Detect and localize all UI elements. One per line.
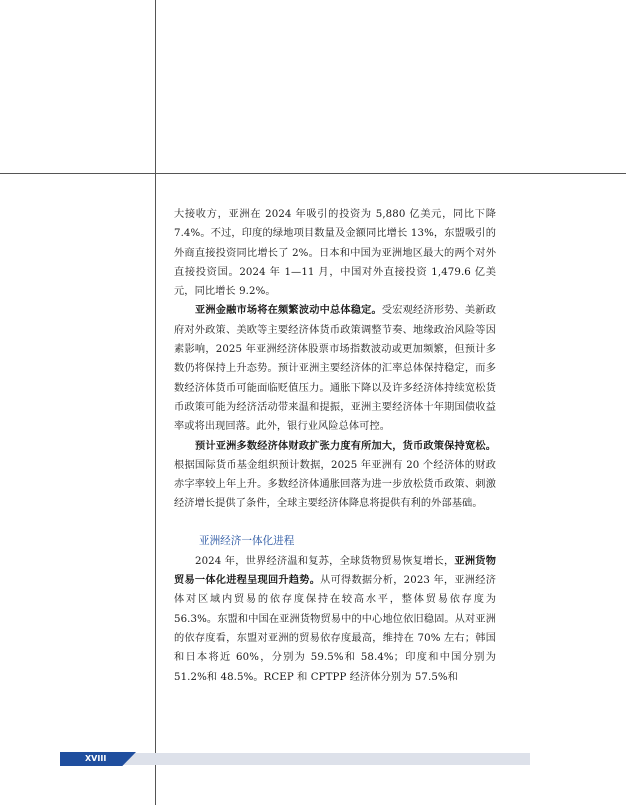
horizontal-rule	[0, 173, 626, 174]
vertical-rule	[155, 0, 156, 805]
paragraph-financial-markets-lead: 亚洲金融市场将在频繁波动中总体稳定。	[195, 304, 382, 317]
page-body	[174, 205, 496, 687]
paragraph-fiscal-policy-lead: 预计亚洲多数经济体财政扩张力度有所加大，货币政策保持宽松。	[195, 439, 496, 452]
paragraph-fiscal-policy	[174, 437, 496, 514]
paragraph-integration-lead: 亚洲货物贸易一体化进程呈现回升趋势。	[174, 554, 496, 587]
paragraph-integration-intro: 2024 年，世界经济温和复苏，全球货物贸易恢复增长，	[195, 555, 455, 567]
paragraph-investment-text: 大接收方，亚洲在 2024 年吸引的投资为 5,880 亿美元，同比下降 7.4%。不过，印度的绿地项目数量及金额同比增长 13%，东盟吸引的外商直接投资同比增长了 2%。日本和中国为亚洲地区最大的两个对外直接投资国。2024 年 1—11 月，中国对外直接投资 1,479.6 亿美元，同比增长 9.2%。	[174, 209, 496, 298]
section-heading: 亚洲经济一体化进程	[199, 534, 295, 547]
paragraph-integration-text: 从可得数据分析，2023 年，亚洲经济体对区域内贸易的依存度保持在较高水平，整体贸易依存度为 56.3%。东盟和中国在亚洲货物贸易中的中心地位依旧稳固。从对亚洲的依存度看，东盟对亚洲的贸易依存度最高，维持在 70% 左右；韩国和日本将近 60%，分别为 59.5%和 58.4%；印度和中国分别为 51.2%和 48.5%。RCEP 和 CPTPP 经济体分别为 57.5%和	[174, 575, 496, 683]
paragraph-integration	[174, 552, 496, 687]
paragraph-financial-markets	[174, 301, 496, 436]
page-number: XVIII	[85, 754, 107, 763]
paragraph-financial-markets-text: 受宏观经济形势、美新政府对外政策、美欧等主要经济体货币政策调整节奏、地缘政治风险等因素影响，2025 年亚洲经济体股票市场指数波动或更加频繁，但预计多数仍将保持上升态势。预计亚洲主要经济体的汇率总体保持稳定，而多数经济体货币可能面临贬值压力。通胀下降以及许多经济体持续宽松货币政策可能为经济活动带来温和提振，亚洲主要经济体十年期国债收益率或将出现回落。此外，银行业风险总体可控。	[174, 305, 496, 433]
paragraph-investment	[174, 205, 496, 301]
paragraph-fiscal-policy-text: 根据国际货币基金组织预计数据，2025 年亚洲有 20 个经济体的财政赤字率较上年上升。多数经济体通胀回落为进一步放松货币政策、刺激经济增长提供了条件，全球主要经济体降息将提供有利的外部基础。	[174, 459, 496, 510]
